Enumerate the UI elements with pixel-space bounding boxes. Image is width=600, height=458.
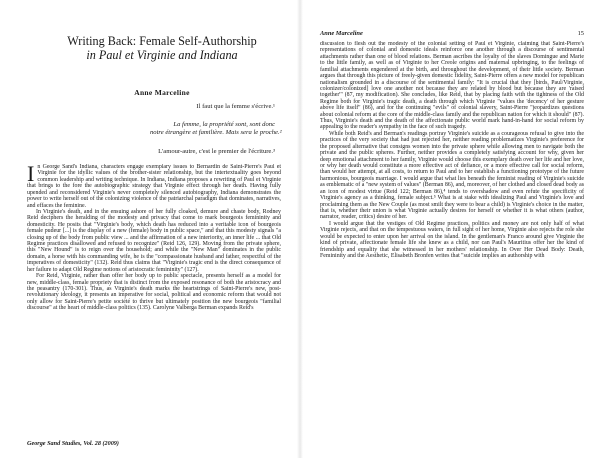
body-paragraph: While both Reid's and Berman's readings portray Virginie's suicide as a courageous refusal to give into the practices of the very society that had just rejected her, neither reading problematizes Virginie's preference for the proposed alternative that consigns women into the private sphere while allowing men to navigate both the private and the public spheres. Further, neither provides a completely satisfying account for why, given her deep emotional attachment to her family, Virginie would choose this exemplary death over her life and her love, or why her death would constitute a more effective act of defiance, or a more effective call for social reform, than would her attempt, at all costs, to return to Paul and to her establish a functioning prototype of the future harmonious, bourgeois marriage. I would argue that what lies beneath the feminist reading of Virginie's suicide as emblematic of a "new system of values" (Berman 86), and, moreover, of her clothed and closed dead body as an icon of modest virtue (Reid 122; Berman 86),⁴ tends to overshadow and even refute the specificity of Virginie's agency as a thinking, female subject.⁵ What is at stake with idealizing Paul and Virginie's love and proclaiming them as the New Couple (as most smilt they were to bear a child) is Virginie's choice in the matter, that is, whether their union is what Virginie actually desires for herself or whether it is what others (author, narrator, reader, critics) desire of her. bbox=[320, 130, 584, 221]
epigraph-1 bbox=[150, 103, 275, 111]
title-line-2: in Paul et Virginie and Indiana bbox=[86, 48, 238, 62]
body-paragraph: I would argue that the vestiges of Old Regime practices, politics and money are not only half of what Virginie rejects, and that on the tempestuous waters, in full sight of her home, Virginie also rejects the role she would be expected to enter upon her arrival on the island. In the gentleman's Franco around give Virginie the kind of private, affectionate female life she knew as a child, nor can Paul's Mauritius offer her the kind of friendship and equality that she witnessed in her mothers' relationship. In Over Her Dead Body: Death, Femininity and the Aesthetic, Elisabeth Bronfen writes that "suicide implies an authorship with bbox=[320, 220, 584, 259]
body-paragraph: discussion to flesh out the modesty of the colonial setting of Paul et Virginie, claiming that Saint-Pierre's representations of colonial and domestic ideals reinforce one another through a discourse of sentimental attachments rather than one of blood relations. Berman ascribes the loyalty of the slaves Domingue and Marie to the little family, as well as of Virginie to her Creole origins and maternal upbringing, to the feelings of familial attachments engendered at the birth, and throughout the development, of their little society. Berman argues that through this picture of freely-given domestic fidelity, Saint-Pierre offers a new model for republican nationalism grounded in a discourse of the sentimental family: "It is crucial that they [birds, Paul/Virginie, colonizer/colonized] love one another not because they are related by blood but because they are 'raised together'" (87, my modification). She concludes, like Reid, that by placing faith with the tightness of the Old Regime both for Virginie's tragic death, a death through which Virginie "values the 'decency' of her gesture above life itself" (86), and for the continuing "evils" of colonial slavery, Saint-Pierre "jeopardizes questions about colonial reform at the core of the middle-class family and the republican nation for which it should" (87). Thus, Virginie's death and the death of the affectionate public world mark hand-in-hand for social reform by appealing to the reader's sympathy in the face of such tragedy. bbox=[320, 41, 584, 131]
epigraph-2-line-1: La femme, la propriété sont, sont donc bbox=[173, 121, 275, 128]
epigraph-3-text: L'amour-autre, c'est le premier de l'écriture.³ bbox=[158, 148, 275, 155]
article-title bbox=[62, 34, 262, 62]
right-body-text bbox=[320, 41, 584, 451]
epigraph-2-line-2: notre étrangère et familière. Mais sera le proche.² bbox=[150, 129, 282, 136]
author-name: Anne Marceline bbox=[134, 88, 190, 97]
left-body-text bbox=[27, 164, 281, 433]
journal-footer: George Sand Studies, Vol. 28 (2009) bbox=[27, 440, 119, 447]
epigraph-2 bbox=[150, 121, 282, 137]
body-paragraph: For Reid, Virginie, rather than offer her body up to public spectacle, presents herself as a model for new, middle-class, female propriety that is distinct from the exposed resonance of both the aristocracy and the peasantry (170-301). Thus, as Virginie's death marks the heartstrings of Saint-Pierre's new, post-revolutionary ideology, it presents an imperative for social, political and economic reform that would not only allow for Saint-Pierre's petite société to thrive but ultimately position the new bourgeois "familial discourse" at the heart of middle-class politics (135). Carolyne Valberga Berman expands Reid's bbox=[27, 273, 281, 312]
title-line-1: Writing Back: Female Self-Authorship bbox=[67, 34, 257, 48]
drop-cap: I bbox=[27, 164, 35, 186]
body-paragraph: In Virginie's death, and in the ensuing ashore of her fully cloaked, demure and chaste body, Rodney Reid deciphers the heralding of the modesty and privacy that come to mark bourgeois femininity and domesticity. He posits that "Virginie's body, which death has reduced into a veritable icon of bourgeois female pudeur [...] is the display of a new (female) body in public space," and that this modesty signals "a closing up of the body from public view ... and the affirmation of a new interiority, an inner life ... that Old Regime practices disallowed and refused to recognize" (Reid 126, 129). Moving from the private sphere, this "New Hound" is to reign over the household; and while the "New Man" dominates in the public domain, a horse with his commanding wife, he is the "compassionate husband and father, respectful of the imperatives of domesticity" (132). Reid thus claims that "Virginie's tragic end is the direct consequence of her failure to adapt Old Regime notions of aristocratic femininity" (127). bbox=[27, 208, 281, 273]
running-head: Anne Marceline bbox=[320, 30, 363, 37]
epigraph-3 bbox=[150, 148, 275, 156]
page-number: 15 bbox=[577, 30, 584, 37]
paragraph-text: n George Sand's Indiana, characters engage exemplary issues to Bernardin de Saint-Pierre's Paul et Virginie for the idyllic values of the brother-sister relationship, but the intertextuality goes beyond common leadership and writing technique. In Indiana, Indiana proposes a rewriting of Paul et Virginie that brings to the fore the autobiographic strategy that Virginie effect through her death. Having fully upended and reconsidered Virginie's never completely silenced autobiography, Indiana demonstrates the power to write herself out of the colonizing violence of the patriarchal paradigm that dominates, narratives, and effaces the feminine. bbox=[27, 164, 281, 209]
epigraph-1-text: Il faut que la femme s'écrive.¹ bbox=[196, 103, 275, 110]
body-paragraph bbox=[27, 164, 281, 209]
right-page bbox=[300, 0, 600, 458]
